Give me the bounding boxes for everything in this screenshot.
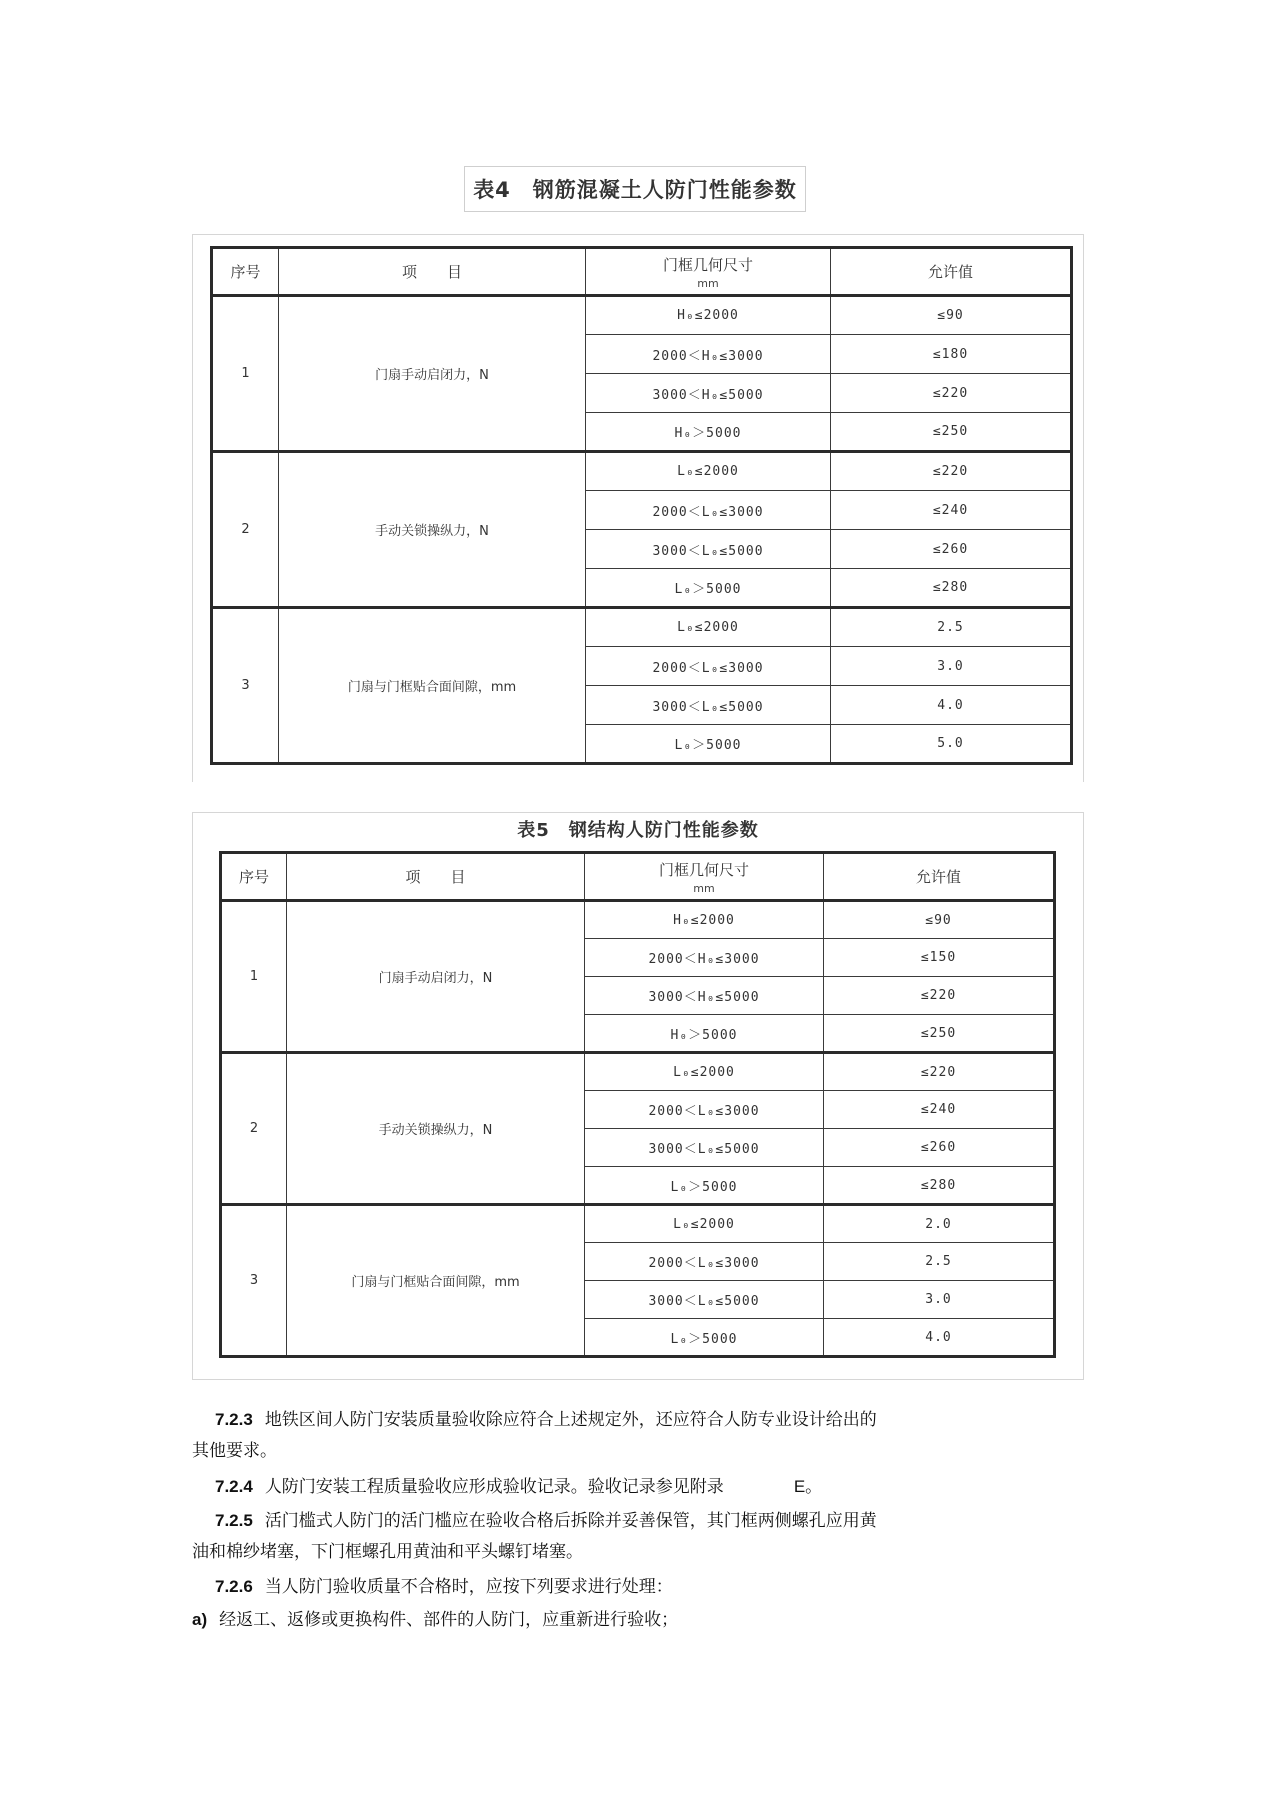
group-no: 3	[221, 1205, 287, 1357]
dim-range: 2000＜H₀≤3000	[586, 335, 831, 374]
clause-7-2-6	[192, 1571, 1072, 1603]
group-item: 门扇手动启闭力，N	[287, 901, 585, 1053]
table4-header-row	[212, 248, 1072, 296]
dim-range: L₀≤2000	[586, 608, 831, 647]
appendix-reference: E。	[793, 1477, 823, 1496]
header-no: 序号	[212, 248, 279, 296]
dim-range: H₀≤2000	[585, 901, 824, 939]
allowed-value: ≤250	[824, 1015, 1055, 1053]
allowed-value: ≤90	[824, 901, 1055, 939]
allowed-value: 2.5	[831, 608, 1072, 647]
table-row	[221, 1205, 1055, 1243]
group-no: 3	[212, 608, 279, 764]
dim-range: H₀≤2000	[586, 296, 831, 335]
allowed-value: 3.0	[824, 1281, 1055, 1319]
header-item: 项 目	[287, 853, 585, 901]
table-row	[221, 1053, 1055, 1091]
group-item: 门扇手动启闭力，N	[279, 296, 586, 452]
allowed-value: ≤240	[831, 491, 1072, 530]
allowed-value: 4.0	[831, 686, 1072, 725]
allowed-value: ≤280	[824, 1167, 1055, 1205]
table-row	[212, 296, 1072, 335]
allowed-value: ≤250	[831, 413, 1072, 452]
clause-text: 人防门安装工程质量验收应形成验收记录。验收记录参见附录	[264, 1477, 724, 1497]
dim-range: 3000＜L₀≤5000	[586, 530, 831, 569]
clause-text-continued: 油和棉纱堵塞，下门框螺孔用黄油和平头螺钉堵塞。	[192, 1542, 583, 1562]
header-dim-unit: mm	[697, 276, 719, 290]
dim-range: L₀＞5000	[586, 725, 831, 764]
clause-text: 当人防门验收质量不合格时，应按下列要求进行处理：	[264, 1577, 673, 1597]
dim-range: L₀≤2000	[585, 1205, 824, 1243]
table5-caption: 表5 钢结构人防门性能参数	[517, 820, 759, 841]
table-row	[212, 608, 1072, 647]
dim-range: 2000＜L₀≤3000	[585, 1091, 824, 1129]
list-item-a	[192, 1604, 1072, 1636]
table-row	[212, 452, 1072, 491]
allowed-value: ≤220	[831, 452, 1072, 491]
group-item: 手动关锁操纵力，N	[287, 1053, 585, 1205]
dim-range: 2000＜L₀≤3000	[585, 1243, 824, 1281]
clause-text-continued: 其他要求。	[192, 1441, 277, 1461]
dim-range: 3000＜L₀≤5000	[585, 1281, 824, 1319]
allowed-value: 2.0	[824, 1205, 1055, 1243]
dim-range: L₀≤2000	[585, 1053, 824, 1091]
allowed-value: ≤240	[824, 1091, 1055, 1129]
clause-number: 7.2.3	[215, 1410, 253, 1429]
allowed-value: ≤180	[831, 335, 1072, 374]
clause-7-2-4	[192, 1471, 1072, 1503]
allowed-value: ≤280	[831, 569, 1072, 608]
allowed-value: 2.5	[824, 1243, 1055, 1281]
allowed-value: ≤150	[824, 939, 1055, 977]
allowed-value: ≤220	[824, 977, 1055, 1015]
header-allow: 允许值	[824, 853, 1055, 901]
clause-number: 7.2.4	[215, 1477, 253, 1496]
group-no: 1	[221, 901, 287, 1053]
allowed-value: 4.0	[824, 1319, 1055, 1357]
header-dim	[586, 248, 831, 296]
table5	[219, 851, 1056, 1358]
clause-text: 活门槛式人防门的活门槛应在验收合格后拆除并妥善保管，其门框两侧螺孔应用黄	[264, 1511, 877, 1531]
dim-range: L₀＞5000	[585, 1319, 824, 1357]
group-item: 门扇与门框贴合面间隙，mm	[287, 1205, 585, 1357]
table-row	[221, 901, 1055, 939]
dim-range: 2000＜L₀≤3000	[586, 491, 831, 530]
table4	[210, 246, 1073, 765]
header-item: 项 目	[279, 248, 586, 296]
dim-range: H₀＞5000	[586, 413, 831, 452]
table4-caption: 表4 钢筋混凝土人防门性能参数	[464, 166, 806, 212]
group-item: 手动关锁操纵力，N	[279, 452, 586, 608]
header-dim-label: 门框几何尺寸	[662, 255, 753, 274]
allowed-value: ≤260	[824, 1129, 1055, 1167]
header-dim-unit: mm	[693, 881, 715, 895]
dim-range: L₀＞5000	[586, 569, 831, 608]
dim-range: 2000＜L₀≤3000	[586, 647, 831, 686]
allowed-value: ≤220	[831, 374, 1072, 413]
allowed-value: 3.0	[831, 647, 1072, 686]
allowed-value: ≤220	[824, 1053, 1055, 1091]
clause-number: 7.2.6	[215, 1577, 253, 1596]
group-item: 门扇与门框贴合面间隙，mm	[279, 608, 586, 764]
clause-number: 7.2.5	[215, 1511, 253, 1530]
dim-range: 3000＜L₀≤5000	[586, 686, 831, 725]
header-no: 序号	[221, 853, 287, 901]
clause-7-2-5	[192, 1505, 1072, 1568]
header-dim	[585, 853, 824, 901]
dim-range: 3000＜H₀≤5000	[585, 977, 824, 1015]
dim-range: L₀＞5000	[585, 1167, 824, 1205]
group-no: 2	[221, 1053, 287, 1205]
allowed-value: ≤90	[831, 296, 1072, 335]
allowed-value: ≤260	[831, 530, 1072, 569]
group-no: 1	[212, 296, 279, 452]
group-no: 2	[212, 452, 279, 608]
clause-7-2-3	[192, 1404, 1072, 1467]
allowed-value: 5.0	[831, 725, 1072, 764]
dim-range: L₀≤2000	[586, 452, 831, 491]
dim-range: 3000＜H₀≤5000	[586, 374, 831, 413]
list-letter: a)	[192, 1610, 208, 1629]
dim-range: 3000＜L₀≤5000	[585, 1129, 824, 1167]
dim-range: H₀＞5000	[585, 1015, 824, 1053]
list-text: 经返工、返修或更换构件、部件的人防门，应重新进行验收；	[219, 1610, 679, 1630]
header-dim-label: 门框几何尺寸	[658, 860, 749, 879]
table5-header-row	[221, 853, 1055, 901]
clause-text: 地铁区间人防门安装质量验收除应符合上述规定外，还应符合人防专业设计给出的	[264, 1410, 877, 1430]
header-allow: 允许值	[831, 248, 1072, 296]
dim-range: 2000＜H₀≤3000	[585, 939, 824, 977]
